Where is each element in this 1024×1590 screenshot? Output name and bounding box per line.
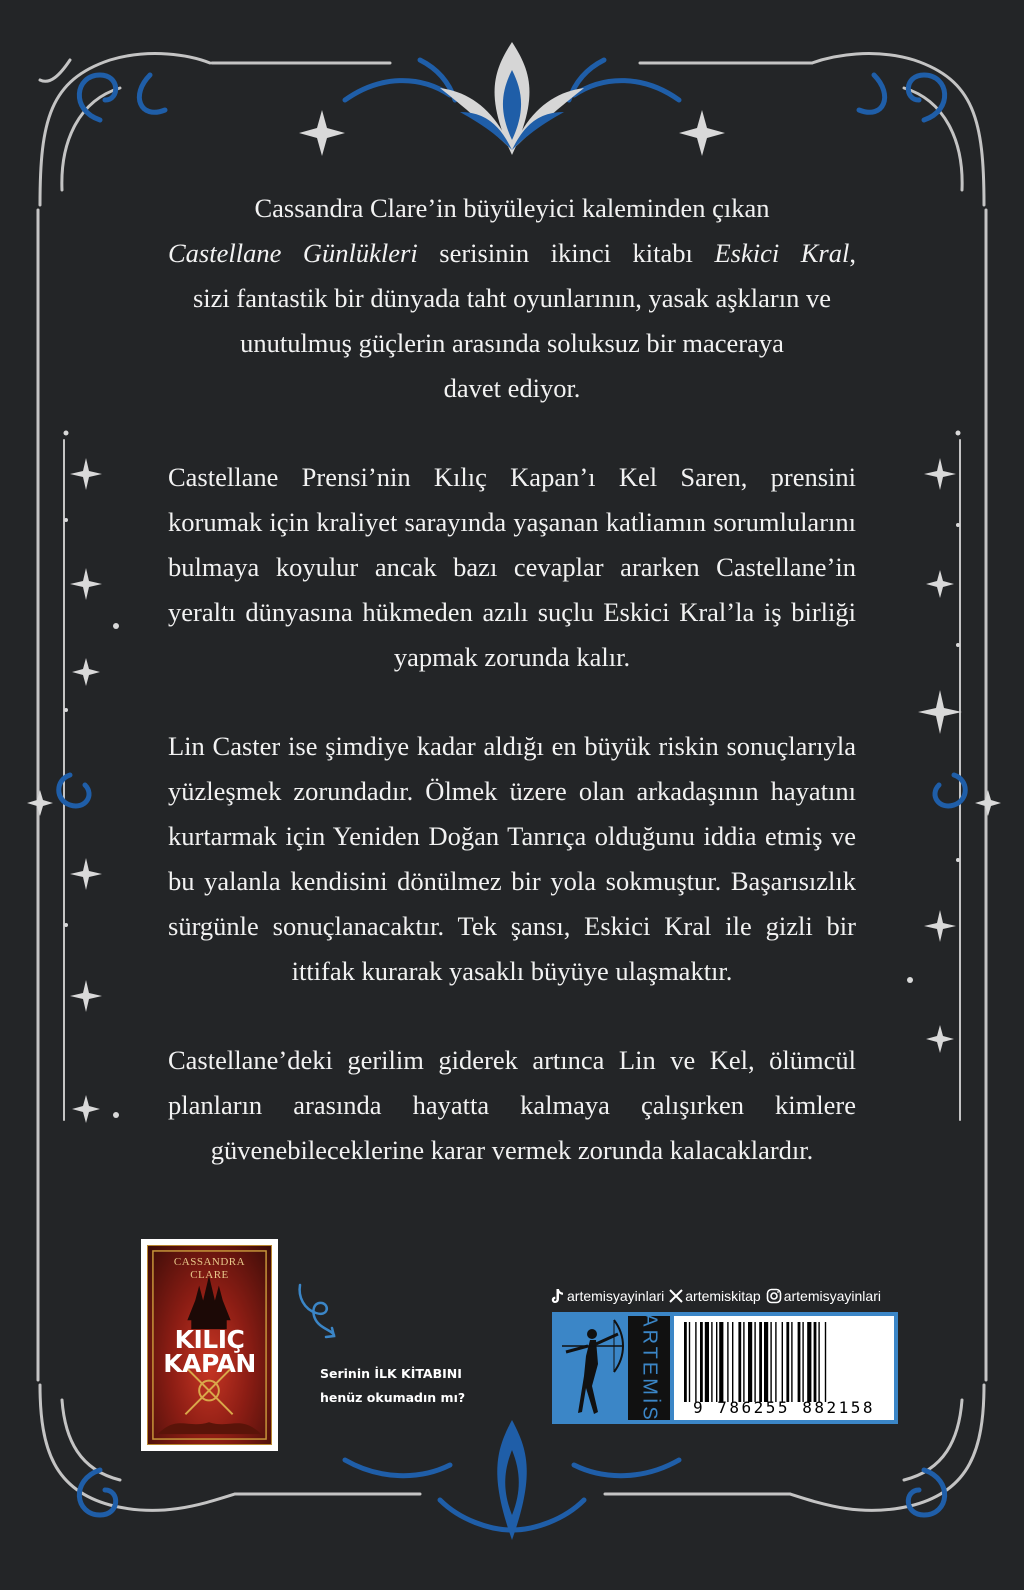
barcode-bar — [807, 1322, 811, 1402]
author-line-2: CLARE — [190, 1269, 229, 1281]
barcode-bar — [791, 1322, 792, 1402]
barcode-bar — [748, 1322, 752, 1402]
isbn-barcode — [674, 1316, 894, 1420]
barcode-bar — [818, 1322, 819, 1402]
book-title: Eskici Kral — [714, 238, 850, 268]
barcode-bar — [700, 1322, 703, 1402]
social-tiktok[interactable] — [551, 1288, 664, 1304]
synopsis-text — [168, 186, 856, 1217]
isbn-number: 9 786255 882158 — [693, 1398, 875, 1417]
instagram-handle: artemisyayinlari — [783, 1288, 881, 1304]
publisher-logo — [552, 1316, 628, 1420]
barcode-bar — [738, 1322, 741, 1402]
barcode-bar — [711, 1322, 712, 1402]
instagram-icon — [766, 1288, 782, 1304]
x-handle: artemiskitap — [685, 1288, 761, 1304]
social-handles — [551, 1288, 901, 1304]
intro-line-4: unutulmuş güçlerin arasında soluksuz bir maceraya — [240, 328, 784, 358]
barcode-bar — [814, 1322, 817, 1402]
barcode-bar — [727, 1322, 728, 1402]
title-line-1: KILIÇ — [174, 1325, 245, 1354]
publisher-barcode-block — [552, 1312, 898, 1424]
barcode-bar — [743, 1322, 744, 1402]
barcode-bar — [798, 1322, 801, 1402]
barcode-bar — [754, 1322, 755, 1402]
barcode-bar — [802, 1322, 803, 1402]
publisher-name-strip — [628, 1313, 670, 1423]
social-x[interactable] — [669, 1288, 760, 1304]
first-book-cover — [141, 1239, 278, 1451]
barcode-bar — [759, 1322, 762, 1402]
paragraph-intro — [168, 186, 856, 411]
barcode-bar — [719, 1322, 723, 1402]
social-instagram[interactable] — [766, 1288, 881, 1304]
barcode-bar — [775, 1322, 776, 1402]
intro-line-5: davet ediyor. — [443, 373, 581, 403]
arrow-squiggle-icon — [296, 1283, 342, 1343]
intro-line-3: sizi fantastik bir dünyada taht oyunlarının, yasak aşkların ve — [192, 283, 832, 313]
barcode-bar — [732, 1322, 733, 1402]
intro-line-2-end: , — [849, 238, 856, 268]
first-book-author — [148, 1256, 271, 1282]
tiktok-icon — [551, 1288, 565, 1304]
paragraph-lin: Lin Caster ise şimdiye kadar aldığı en büyük riskin sonuçlarıyla yüzleşmek zorundadır. Ölmek üzere olan arkadaşının hayatını kurtarmak için Yeniden Doğan Tanrıça olduğunu iddia etmiş ve bu yalanla kendisini dönülmez bir yola sokmuştur. Başarısızlık sürgünle sonuçlanacaktır. Tek şansı, Eskici Kral ile gizli bir ittifak kurarak yasaklı büyüye ulaşmaktır. — [168, 731, 856, 986]
author-line-1: CASSANDRA — [173, 1256, 246, 1268]
barcode-bar — [825, 1322, 826, 1402]
publisher-name: ARTEMİS — [638, 1313, 661, 1423]
x-logo-icon — [669, 1289, 683, 1303]
first-book-title — [148, 1325, 271, 1378]
intro-line-1: Cassandra Clare’in büyüleyici kaleminden çıkan — [254, 193, 770, 223]
barcode-bar — [716, 1322, 717, 1402]
barcode-bar — [689, 1322, 690, 1402]
intro-line-2-mid: serisinin ikinci kitabı — [417, 238, 715, 268]
barcode-bar — [786, 1322, 789, 1402]
series-title: Castellane Günlükleri — [168, 238, 418, 268]
paragraph-ending: Castellane’deki gerilim giderek artınca Lin ve Kel, ölümcül planların arasında hayatta kalmaya çalışırken kimlere güvenebileceklerine karar vermek zorunda kalacaklardır. — [168, 1045, 856, 1165]
promo-line-2: henüz okumadın mı? — [320, 1390, 466, 1405]
barcode-bar — [705, 1322, 709, 1402]
promo-line-1: Serinin İLK KİTABINI — [320, 1366, 462, 1381]
barcode-bar — [695, 1322, 696, 1402]
title-line-2: KAPAN — [163, 1349, 256, 1378]
archer-logo-icon — [552, 1316, 628, 1420]
barcode-bar — [770, 1322, 771, 1402]
first-book-promo — [320, 1362, 465, 1410]
first-book-cover-art — [147, 1245, 272, 1445]
paragraph-kel: Castellane Prensi’nin Kılıç Kapan’ı Kel Saren, prensini korumak için kraliyet sarayında yaşanan katliamın sorumlularını bulmaya koyulur ancak bazı cevaplar ararken Castellane’in yeraltı dünyasına hükmeden azılı suçlu Eskici Kral’la iş birliği yapmak zorunda kalır. — [168, 462, 856, 672]
barcode-bar — [782, 1322, 783, 1402]
intro-line-2 — [168, 231, 856, 276]
barcode-bars — [682, 1322, 878, 1402]
barcode-bar — [764, 1322, 768, 1402]
tiktok-handle: artemisyayinlari — [567, 1288, 665, 1304]
barcode-bar — [684, 1322, 687, 1402]
